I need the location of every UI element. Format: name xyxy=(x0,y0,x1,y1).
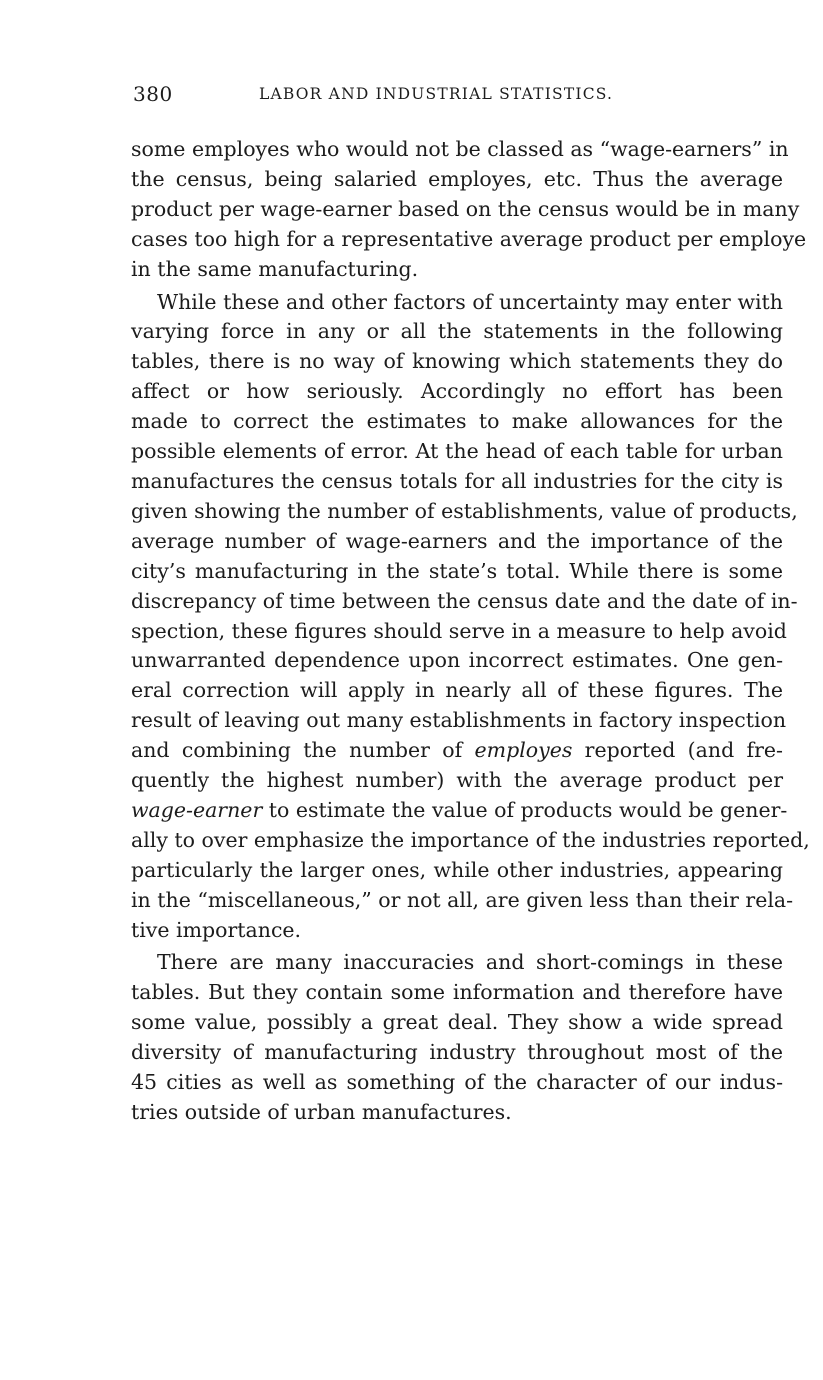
text-line-with-italic xyxy=(131,796,788,826)
running-head xyxy=(133,82,783,112)
text-line: average number of wage-earners and the importance of the xyxy=(131,528,783,553)
text-line: tries outside of urban manufactures. xyxy=(131,1100,512,1124)
page-number: 380 xyxy=(133,82,173,106)
text-line: discrepancy of time between the census date and the date of in- xyxy=(131,588,798,613)
text-line: product per wage-earner based on the census would be in many xyxy=(131,196,800,221)
paragraph-3 xyxy=(131,948,783,1127)
text-line: given showing the number of establishments, value of products, xyxy=(131,498,798,523)
text-line: eral correction will apply in nearly all of these figures. The xyxy=(131,678,783,703)
text-line: diversity of manufacturing industry throughout most of the xyxy=(131,1040,783,1065)
text-line: possible elements of error. At the head of each table for urban xyxy=(131,439,783,464)
text-line: manufactures the census totals for all industries for the city is xyxy=(131,468,783,493)
italic-term-employes: employes xyxy=(474,738,573,763)
text-line: some employes who would not be classed as “wage-earners” in xyxy=(131,137,789,161)
text-line: 45 cities as well as something of the character of our indus- xyxy=(131,1070,783,1095)
text-line: city’s manufacturing in the state’s total. While there is some xyxy=(131,558,783,583)
text-line: the census, being salaried employes, etc. Thus the average xyxy=(131,166,783,191)
text-line: spection, these figures should serve in a measure to help avoid xyxy=(131,618,787,643)
text-line: While these and other factors of uncertainty may enter with xyxy=(157,289,783,314)
text-line: quently the highest number) with the average product per xyxy=(131,768,783,793)
body-text xyxy=(131,135,810,1128)
text-line: in the same manufacturing. xyxy=(131,256,419,281)
text-line: some value, possibly a great deal. They show a wide spread xyxy=(131,1010,783,1035)
text-line: unwarranted dependence upon incorrect estimates. One gen- xyxy=(131,648,783,673)
paragraph-1 xyxy=(131,135,807,285)
text-line: ally to over emphasize the importance of the industries reported, xyxy=(131,827,810,852)
text-segment: and combining the number of xyxy=(131,738,463,763)
running-title: LABOR AND INDUSTRIAL STATISTICS. xyxy=(259,85,614,103)
text-line: varying force in any or all the statements in the following xyxy=(131,319,783,344)
text-line: tables, there is no way of knowing which statements they do xyxy=(131,349,783,374)
text-line: cases too high for a representative average product per employe xyxy=(131,226,807,251)
paragraph-2 xyxy=(131,288,810,946)
text-line: tive importance. xyxy=(131,917,302,942)
text-segment: reported (and fre- xyxy=(584,738,783,763)
text-line: particularly the larger ones, while other industries, appearing xyxy=(131,857,783,882)
text-line: in the “miscellaneous,” or not all, are given less than their rela- xyxy=(131,887,794,912)
text-segment: to estimate the value of products would be gener- xyxy=(268,797,788,822)
text-line: There are many inaccuracies and short-comings in these xyxy=(157,950,783,975)
italic-term-wage-earner: wage-earner xyxy=(131,797,263,822)
text-line: result of leaving out many establishments in factory inspection xyxy=(131,708,787,733)
text-line: affect or how seriously. Accordingly no effort has been xyxy=(131,379,783,404)
text-line: tables. But they contain some information and therefore have xyxy=(131,980,783,1005)
text-line: made to correct the estimates to make allowances for the xyxy=(131,409,783,434)
text-line-with-italic xyxy=(131,736,783,766)
